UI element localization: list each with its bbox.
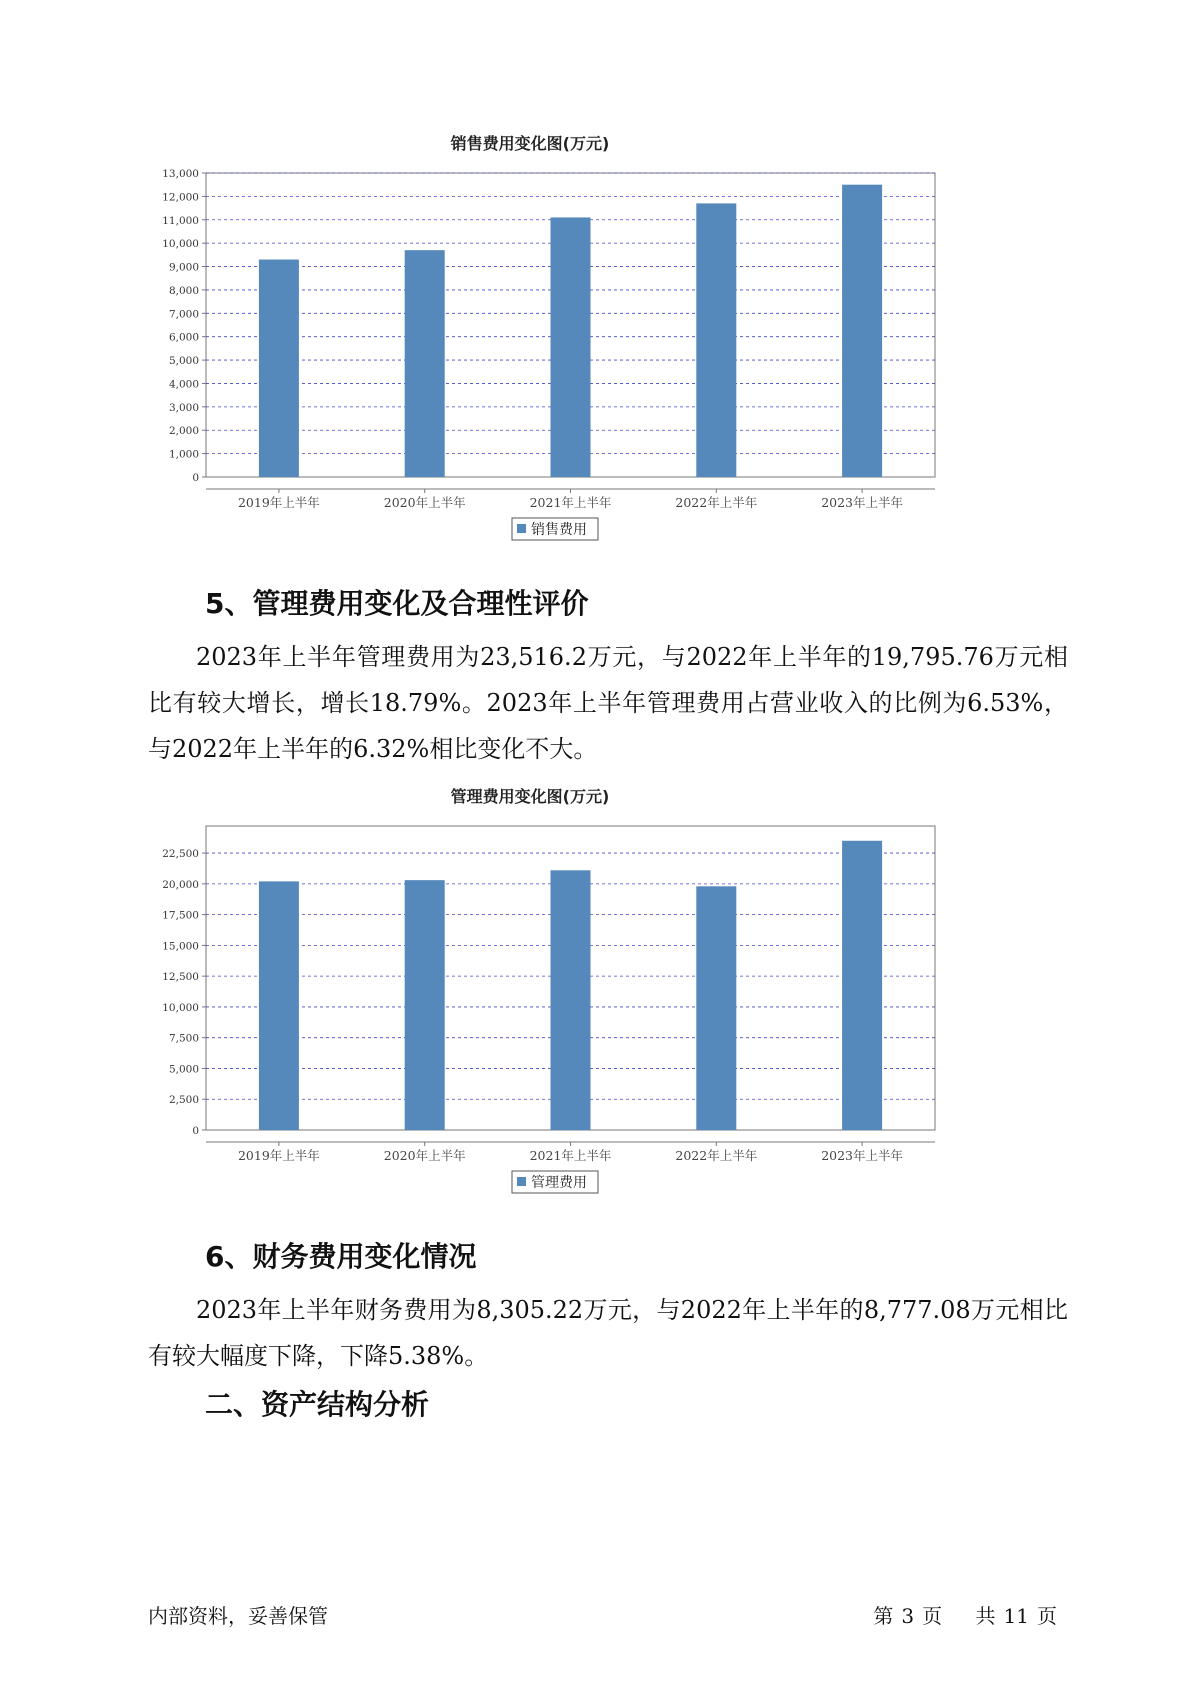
y-tick-label: 22,500	[162, 848, 199, 861]
y-tick-label: 5,000	[168, 1063, 199, 1076]
chart-legend	[512, 518, 598, 540]
bar	[259, 260, 299, 477]
legend-swatch	[517, 1177, 526, 1186]
chart-title: 管理费用变化图(万元)	[450, 787, 610, 806]
footer-page-info	[869, 1600, 1061, 1629]
y-tick-label: 13,000	[162, 168, 199, 180]
x-tick-label: 2022年上半年	[675, 1148, 758, 1163]
sales-expense-chart-svg	[150, 125, 1030, 550]
y-tick-label: 17,500	[162, 909, 199, 922]
bar	[842, 185, 882, 477]
admin-expense-chart-svg	[150, 778, 1030, 1203]
section5-paragraph: 2023年上半年管理费用为23,516.2万元，与2022年上半年的19,795.76万元相比有较大增长，增长18.79%。2023年上半年管理费用占营业收入的比例为6.53%，与2022年上半年的6.32%相比变化不大。	[148, 643, 1068, 763]
bar	[405, 250, 445, 477]
y-tick-label: 10,000	[162, 238, 199, 251]
legend-swatch	[517, 524, 526, 533]
x-tick-label: 2023年上半年	[821, 1148, 904, 1163]
x-tick-label: 2019年上半年	[237, 1148, 320, 1163]
x-tick-label: 2019年上半年	[237, 495, 320, 510]
y-tick-label: 3,000	[168, 401, 199, 414]
bar	[696, 886, 736, 1130]
y-tick-label: 7,000	[168, 308, 199, 321]
y-tick-label: 4,000	[168, 378, 199, 391]
footer-total-suffix: 页	[1037, 1604, 1057, 1628]
x-tick-label: 2021年上半年	[529, 1148, 612, 1163]
bar	[405, 880, 445, 1130]
x-tick-label: 2020年上半年	[383, 495, 466, 510]
y-tick-label: 7,500	[168, 1032, 199, 1045]
y-tick-label: 9,000	[168, 261, 199, 274]
footer-page-number: 3	[901, 1604, 915, 1628]
footer-total-prefix: 共	[975, 1604, 996, 1628]
y-tick-label: 12,500	[162, 971, 199, 984]
footer-page-suffix: 页	[922, 1604, 943, 1628]
bar	[551, 870, 591, 1130]
y-tick-label: 2,000	[168, 425, 199, 438]
x-tick-label: 2022年上半年	[675, 495, 758, 510]
legend-label: 销售费用	[531, 522, 587, 538]
section6-paragraph: 2023年上半年财务费用为8,305.22万元，与2022年上半年的8,777.08万元相比有较大幅度下降，下降5.38%。	[148, 1296, 1068, 1370]
legend-label: 管理费用	[531, 1175, 587, 1191]
y-tick-label: 2,500	[168, 1094, 199, 1107]
bar	[551, 217, 591, 477]
admin-expense-chart	[150, 778, 1030, 1203]
y-tick-label: 20,000	[162, 878, 199, 891]
bar	[842, 841, 882, 1130]
footer-confidential: 内部资料，妥善保管	[148, 1604, 328, 1628]
y-tick-label: 1,000	[168, 448, 199, 461]
y-tick-label: 11,000	[162, 214, 199, 227]
sales-expense-chart	[150, 125, 1030, 550]
section5-heading: 5、管理费用变化及合理性评价	[205, 587, 589, 620]
y-tick-label: 0	[192, 1125, 199, 1137]
chart-title: 销售费用变化图(万元)	[450, 134, 610, 153]
section6-heading: 6、财务费用变化情况	[205, 1240, 477, 1273]
y-tick-label: 6,000	[168, 331, 199, 344]
y-tick-label: 12,000	[162, 191, 199, 204]
y-tick-label: 10,000	[162, 1001, 199, 1014]
y-tick-label: 5,000	[168, 355, 199, 368]
footer-page-prefix: 第	[873, 1604, 894, 1628]
bar	[259, 881, 299, 1130]
chart-legend	[512, 1171, 598, 1193]
section-two-heading: 二、资产结构分析	[205, 1388, 430, 1421]
bar	[696, 203, 736, 477]
footer-total-pages: 11	[1003, 1604, 1029, 1628]
y-tick-label: 8,000	[168, 284, 199, 297]
x-tick-label: 2023年上半年	[821, 495, 904, 510]
x-tick-label: 2020年上半年	[383, 1148, 466, 1163]
y-tick-label: 15,000	[162, 940, 199, 953]
x-tick-label: 2021年上半年	[529, 495, 612, 510]
y-tick-label: 0	[192, 472, 199, 484]
